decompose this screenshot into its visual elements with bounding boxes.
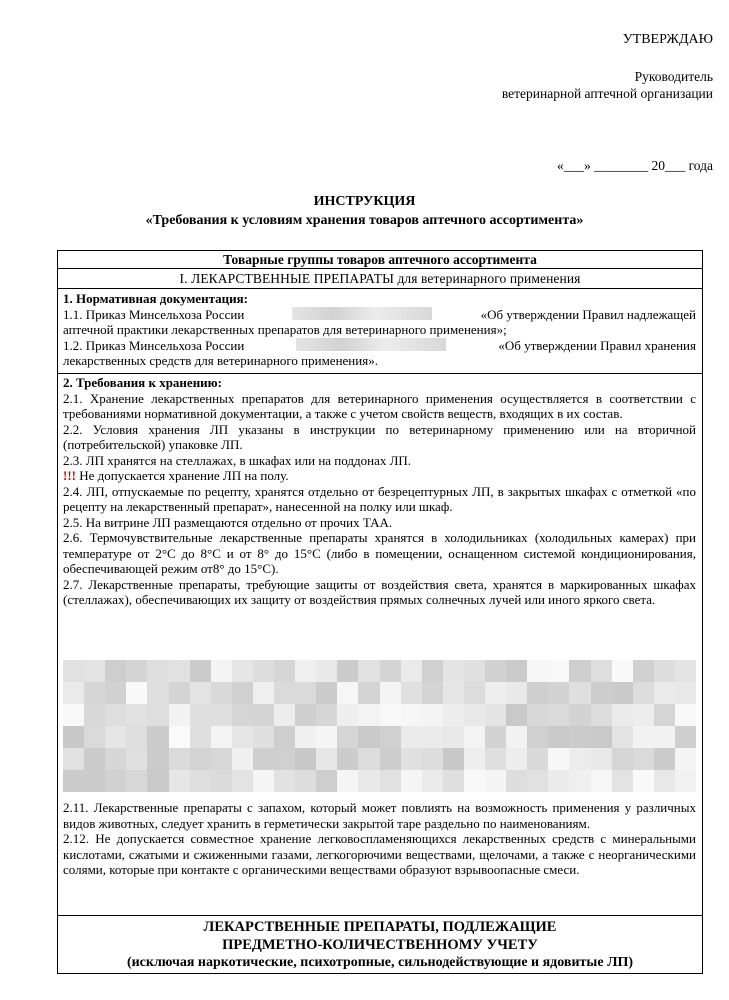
mosaic-tile	[485, 704, 506, 726]
mosaic-tile	[675, 726, 696, 748]
mosaic-tile	[485, 660, 506, 682]
mosaic-tile	[612, 748, 633, 770]
mosaic-tile	[232, 704, 253, 726]
mosaic-tile	[126, 704, 147, 726]
mosaic-tile	[675, 704, 696, 726]
mosaic-tile	[274, 726, 295, 748]
mosaic-tile	[253, 704, 274, 726]
mosaic-tile	[337, 682, 358, 704]
mosaic-tile	[485, 726, 506, 748]
mosaic-tile	[464, 770, 485, 792]
approver-role-line1: Руководитель	[634, 69, 713, 84]
mosaic-tile	[126, 682, 147, 704]
mosaic-tile	[569, 682, 590, 704]
mosaic-tile	[253, 770, 274, 792]
mosaic-tile	[464, 726, 485, 748]
mosaic-tile	[380, 726, 401, 748]
mosaic-tile	[422, 682, 443, 704]
redacted-order-number	[292, 307, 432, 320]
mosaic-tile	[232, 682, 253, 704]
mosaic-tile	[612, 660, 633, 682]
mosaic-tile	[485, 748, 506, 770]
mosaic-tile	[633, 748, 654, 770]
mosaic-tile	[380, 704, 401, 726]
mosaic-tile	[654, 748, 675, 770]
mosaic-tile	[295, 660, 316, 682]
storage-block-cont	[63, 800, 696, 878]
mosaic-tile	[654, 704, 675, 726]
mosaic-tile	[380, 660, 401, 682]
mosaic-tile	[232, 660, 253, 682]
mosaic-tile	[633, 704, 654, 726]
storage-item-2-4: 2.4. ЛП, отпускаемые по рецепту, хранятся отдельно от безрецептурных ЛП, в закрытых шкафах с отметкой «по рецепту на лекарственный препарат», нанесенной на полку или шкаф.	[63, 483, 696, 514]
storage-warning: !!! Не допускается хранение ЛП на полу.	[63, 468, 289, 483]
mosaic-tile	[527, 704, 548, 726]
mosaic-tile	[633, 682, 654, 704]
table-divider	[58, 288, 702, 289]
mosaic-tile	[675, 660, 696, 682]
mosaic-tile	[422, 660, 443, 682]
mosaic-tile	[401, 770, 422, 792]
storage-item-2-1: 2.1. Хранение лекарственных препаратов для ветеринарного применения осуществляется в соответствии с требованиями нормативной документации, а также с учетом свойств веществ, входящих в их состав.	[63, 390, 696, 421]
mosaic-tile	[169, 748, 190, 770]
mosaic-tile	[84, 660, 105, 682]
normative-item-1: 1.1. Приказ Минсельхоза России «Об утверждении Правил надлежащей	[63, 306, 696, 322]
redacted-content-mosaic	[63, 660, 696, 792]
mosaic-tile	[358, 726, 379, 748]
mosaic-tile	[591, 660, 612, 682]
mosaic-tile	[295, 726, 316, 748]
mosaic-tile	[63, 748, 84, 770]
mosaic-tile	[464, 704, 485, 726]
document-title: ИНСТРУКЦИЯ	[313, 194, 416, 209]
mosaic-tile	[506, 770, 527, 792]
mosaic-tile	[105, 748, 126, 770]
mosaic-tile	[84, 704, 105, 726]
mosaic-tile	[401, 726, 422, 748]
mosaic-tile	[147, 660, 168, 682]
mosaic-tile	[675, 748, 696, 770]
mosaic-tile	[105, 660, 126, 682]
mosaic-tile	[211, 770, 232, 792]
mosaic-tile	[232, 770, 253, 792]
mosaic-tile	[126, 726, 147, 748]
mosaic-tile	[591, 748, 612, 770]
mosaic-tile	[443, 726, 464, 748]
mosaic-tile	[506, 704, 527, 726]
normative-item-1-cont: аптечной практики лекарственных препаратов для ветеринарного применения»;	[63, 322, 507, 337]
mosaic-tile	[401, 682, 422, 704]
mosaic-tile	[169, 726, 190, 748]
mosaic-tile	[548, 660, 569, 682]
mosaic-tile	[633, 770, 654, 792]
mosaic-tile	[84, 682, 105, 704]
mosaic-tile	[548, 748, 569, 770]
mosaic-tile	[253, 682, 274, 704]
storage-heading: 2. Требования к хранению:	[63, 375, 222, 390]
mosaic-tile	[401, 660, 422, 682]
mosaic-tile	[190, 704, 211, 726]
mosaic-tile	[190, 660, 211, 682]
mosaic-tile	[612, 770, 633, 792]
mosaic-tile	[464, 748, 485, 770]
mosaic-tile	[169, 660, 190, 682]
mosaic-tile	[548, 770, 569, 792]
mosaic-tile	[464, 682, 485, 704]
mosaic-tile	[380, 682, 401, 704]
mosaic-tile	[506, 748, 527, 770]
mosaic-tile	[527, 682, 548, 704]
mosaic-tile	[380, 748, 401, 770]
mosaic-tile	[253, 748, 274, 770]
mosaic-tile	[190, 770, 211, 792]
mosaic-tile	[274, 682, 295, 704]
mosaic-tile	[84, 770, 105, 792]
mosaic-tile	[316, 748, 337, 770]
instruction-table	[57, 250, 703, 974]
mosaic-tile	[190, 682, 211, 704]
document-subtitle: «Требования к условиям хранения товаров аптечного ассортимента»	[145, 213, 584, 228]
mosaic-tile	[253, 660, 274, 682]
mosaic-tile	[337, 704, 358, 726]
mosaic-tile	[63, 726, 84, 748]
mosaic-tile	[105, 704, 126, 726]
mosaic-tile	[422, 748, 443, 770]
mosaic-tile	[633, 660, 654, 682]
mosaic-tile	[527, 726, 548, 748]
mosaic-tile	[569, 770, 590, 792]
mosaic-tile	[295, 682, 316, 704]
storage-item-2-7: 2.7. Лекарственные препараты, требующие защиты от воздействия света, хранятся в маркированных шкафах (стеллажах), обеспечивающих их защиту от воздействия прямых солнечных лучей или иного яркого света.	[63, 576, 696, 607]
mosaic-tile	[232, 726, 253, 748]
mosaic-tile	[316, 682, 337, 704]
mosaic-tile	[190, 748, 211, 770]
normative-item-2: 1.2. Приказ Минсельхоза России «Об утверждении Правил хранения	[63, 337, 696, 353]
mosaic-tile	[84, 748, 105, 770]
mosaic-tile	[105, 770, 126, 792]
mosaic-tile	[569, 748, 590, 770]
mosaic-tile	[654, 660, 675, 682]
mosaic-tile	[211, 726, 232, 748]
mosaic-tile	[401, 748, 422, 770]
mosaic-tile	[485, 770, 506, 792]
mosaic-tile	[548, 726, 569, 748]
mosaic-tile	[169, 704, 190, 726]
approval-stamp: УТВЕРЖДАЮ	[622, 32, 713, 47]
mosaic-tile	[380, 770, 401, 792]
mosaic-tile	[675, 682, 696, 704]
mosaic-tile	[612, 682, 633, 704]
mosaic-tile	[591, 726, 612, 748]
mosaic-tile	[211, 660, 232, 682]
redacted-order-number	[296, 338, 446, 351]
mosaic-tile	[211, 748, 232, 770]
mosaic-tile	[443, 770, 464, 792]
mosaic-tile	[654, 726, 675, 748]
mosaic-tile	[422, 770, 443, 792]
mosaic-tile	[548, 704, 569, 726]
mosaic-tile	[274, 704, 295, 726]
section2-header-line2: ПРЕДМЕТНО-КОЛИЧЕСТВЕННОМУ УЧЕТУ	[222, 937, 538, 953]
storage-item-2-11: 2.11. Лекарственные препараты с запахом, который может повлиять на возможность применения у различных видов животных, следует хранить в герметически закрытой таре раздельно по наименованиям.	[63, 800, 696, 831]
section1-header: I. ЛЕКАРСТВЕННЫЕ ПРЕПАРАТЫ для ветеринарного применения	[179, 271, 581, 286]
mosaic-tile	[506, 682, 527, 704]
mosaic-tile	[190, 726, 211, 748]
approver-role-line2: ветеринарной аптечной организации	[501, 86, 713, 101]
mosaic-tile	[316, 660, 337, 682]
normative-heading: 1. Нормативная документация:	[63, 291, 248, 306]
mosaic-tile	[84, 726, 105, 748]
mosaic-tile	[527, 770, 548, 792]
mosaic-tile	[337, 726, 358, 748]
mosaic-tile	[105, 726, 126, 748]
mosaic-tile	[506, 726, 527, 748]
mosaic-tile	[422, 726, 443, 748]
mosaic-tile	[211, 682, 232, 704]
mosaic-tile	[443, 748, 464, 770]
storage-item-2-12: 2.12. Не допускается совместное хранение легковоспламеняющихся лекарственных средств с минеральными кислотами, сжатыми и сжиженными газами, легкогорючими веществами, щелочами, а также с неорганическими солями, которые при контакте с органическими веществами образуют взрывоопасные смеси.	[63, 831, 696, 877]
mosaic-tile	[337, 770, 358, 792]
mosaic-tile	[358, 682, 379, 704]
storage-item-2-3: 2.3. ЛП хранятся на стеллажах, в шкафах или на поддонах ЛП.	[63, 452, 412, 468]
mosaic-tile	[527, 748, 548, 770]
mosaic-tile	[169, 770, 190, 792]
approval-date-line: «___» ________ 20___ года	[556, 158, 713, 173]
mosaic-tile	[147, 726, 168, 748]
mosaic-tile	[295, 748, 316, 770]
mosaic-tile	[358, 748, 379, 770]
mosaic-tile	[63, 770, 84, 792]
mosaic-tile	[591, 770, 612, 792]
mosaic-tile	[105, 682, 126, 704]
mosaic-tile	[63, 704, 84, 726]
storage-item-2-2: 2.2. Условия хранения ЛП указаны в инструкции по ветеринарному применению или на вторичной (потребительской) упаковке ЛП.	[63, 421, 696, 452]
table-divider	[58, 373, 702, 374]
warning-mark: !!!	[63, 468, 76, 483]
mosaic-tile	[443, 704, 464, 726]
mosaic-tile	[633, 726, 654, 748]
mosaic-tile	[274, 770, 295, 792]
mosaic-tile	[527, 660, 548, 682]
mosaic-tile	[591, 704, 612, 726]
mosaic-tile	[147, 704, 168, 726]
mosaic-tile	[147, 748, 168, 770]
mosaic-tile	[295, 704, 316, 726]
mosaic-tile	[169, 682, 190, 704]
mosaic-tile	[253, 726, 274, 748]
mosaic-tile	[464, 660, 485, 682]
mosaic-tile	[358, 704, 379, 726]
mosaic-tile	[422, 704, 443, 726]
mosaic-tile	[211, 704, 232, 726]
mosaic-tile	[337, 748, 358, 770]
mosaic-tile	[274, 748, 295, 770]
mosaic-tile	[548, 682, 569, 704]
storage-item-2-6: 2.6. Термочувствительные лекарственные препараты хранятся в холодильниках (холодильных камерах) при температуре от 2°С до 8°С и от 8° до 15°С (либо в помещении, оснащенном системой кондиционирования, обеспечивающей режим от8° до 15°С).	[63, 530, 696, 576]
mosaic-tile	[506, 660, 527, 682]
mosaic-tile	[232, 748, 253, 770]
mosaic-tile	[274, 660, 295, 682]
section2-header-line3: (исключая наркотические, психотропные, сильнодействующие и ядовитые ЛП)	[126, 955, 634, 970]
mosaic-tile	[443, 682, 464, 704]
normative-item-2-cont: лекарственных средств для ветеринарного применения».	[63, 353, 378, 368]
mosaic-tile	[591, 682, 612, 704]
mosaic-tile	[147, 770, 168, 792]
mosaic-tile	[569, 726, 590, 748]
mosaic-tile	[358, 660, 379, 682]
normative-block	[63, 291, 696, 369]
mosaic-tile	[295, 770, 316, 792]
mosaic-tile	[316, 770, 337, 792]
section2-header-line1: ЛЕКАРСТВЕННЫЕ ПРЕПАРАТЫ, ПОДЛЕЖАЩИЕ	[203, 919, 557, 935]
mosaic-tile	[63, 660, 84, 682]
table-group-header: Товарные группы товаров аптечного ассортимента	[223, 252, 537, 267]
mosaic-tile	[569, 660, 590, 682]
mosaic-tile	[569, 704, 590, 726]
storage-block	[63, 375, 696, 608]
mosaic-tile	[63, 682, 84, 704]
mosaic-tile	[358, 770, 379, 792]
mosaic-tile	[654, 682, 675, 704]
mosaic-tile	[485, 682, 506, 704]
storage-item-2-5: 2.5. На витрине ЛП размещаются отдельно от прочих ТАА.	[63, 514, 393, 530]
mosaic-tile	[316, 704, 337, 726]
mosaic-tile	[443, 660, 464, 682]
mosaic-tile	[401, 704, 422, 726]
mosaic-tile	[337, 660, 358, 682]
table-divider	[58, 268, 702, 269]
mosaic-tile	[126, 660, 147, 682]
table-divider	[58, 915, 702, 916]
mosaic-tile	[612, 704, 633, 726]
mosaic-tile	[147, 682, 168, 704]
mosaic-tile	[126, 770, 147, 792]
mosaic-tile	[126, 748, 147, 770]
mosaic-tile	[675, 770, 696, 792]
mosaic-tile	[612, 726, 633, 748]
mosaic-tile	[654, 770, 675, 792]
mosaic-tile	[316, 726, 337, 748]
